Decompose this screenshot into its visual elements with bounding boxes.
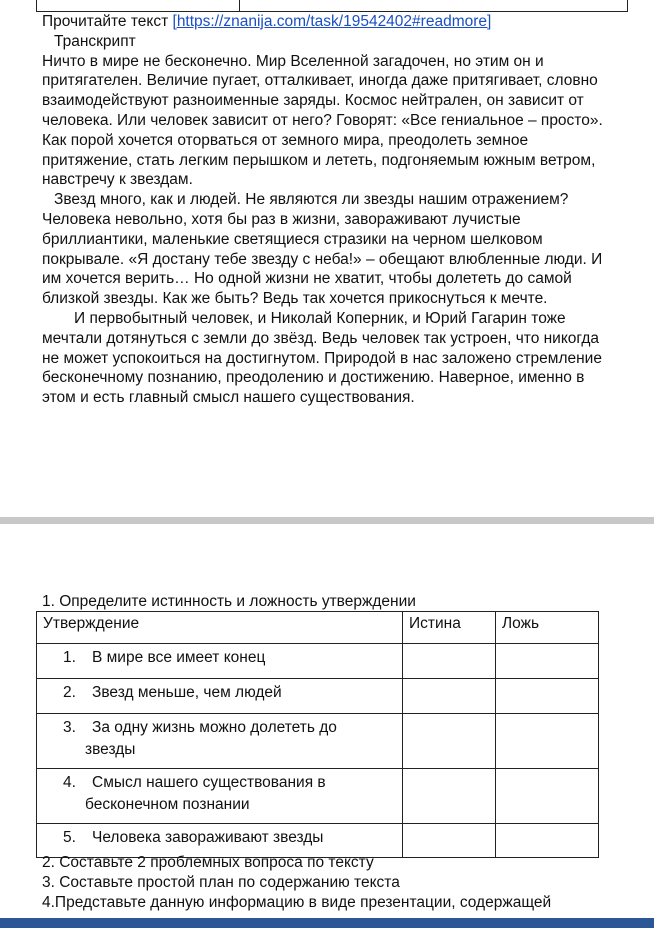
false-cell[interactable] [496,644,599,679]
paragraph: Ничто в мире не бесконечно. Мир Вселенной загадочен, но этим он и притягателен. Величие пугает, отталкивает, иногда даже притягивает, словно взаимодействуют разноименные заряды. Космос нейтрален, он зависит от человека. Или человек зависит от него? Говорят: «Все гениальное – просто». Как порой хочется оторваться от земного мира, преодолеть земное притяжение, стать легким перышком и лететь, подгоняемым южным ветром, навстречу к звездам. [42,52,603,189]
header-false: Ложь [496,612,599,644]
reading-prompt: Прочитайте текст [https://znanija.com/task/19542402#readmore] [42,13,492,30]
task-item: 2. Составьте 2 проблемных вопроса по тексту [42,854,374,871]
bottom-bar [0,918,654,928]
table-row: 4. Смысл нашего существования в бесконечном познании [37,769,599,824]
true-cell[interactable] [403,769,496,824]
task-list [42,853,551,913]
true-cell[interactable] [403,644,496,679]
table-row: 3. За одну жизнь можно долететь до звезды [37,714,599,769]
task-item: 3. Составьте простой план по содержанию текста [42,874,400,891]
task-item: 4.Представьте данную информацию в виде презентации, содержащей [42,894,552,911]
task1-title: 1. Определите истинность и ложность утверждении [42,593,416,610]
paragraph: Звезд много, как и людей. Не являются ли звезды нашим отражением? Человека невольно, хотя бы раз в жизни, завораживают лучистые бриллиантики, маленькие светящиеся стразики на черном шелковом покрывале. «Я достану тебе звезду с неба!» – обещают влюбленные люди. И им хочется верить… Но одной жизни не хватит, чтобы долететь до самой близкой звезды. Как же быть? Ведь так хочется прикоснуться к мечте. [42,191,603,308]
page-separator [0,517,654,524]
transcript-title: Транскрипт [54,32,136,50]
false-cell[interactable] [496,679,599,714]
table-row: 1. В мире все имеет конец [37,644,599,679]
header-statement: Утверждение [37,612,403,644]
header-true: Истина [403,612,496,644]
table-row: 5. Человека завораживают звезды [37,824,599,858]
true-false-table [36,611,599,858]
source-link[interactable]: [https://znanija.com/task/19542402#readmore] [172,13,492,30]
true-cell[interactable] [403,679,496,714]
false-cell[interactable] [496,714,599,769]
table-row: 2. Звезд меньше, чем людей [37,679,599,714]
previous-table-edge [36,0,628,12]
true-cell[interactable] [403,714,496,769]
reading-text [42,12,617,408]
false-cell[interactable] [496,769,599,824]
paragraph: И первобытный человек, и Николай Коперник, и Юрий Гагарин тоже мечтали дотянуться с земли до звёзд. Ведь человек так устроен, что никогда не может успокоиться на достигнутом. Природой в нас заложено стремление бесконечному познанию, преодолению и достижению. Наверное, именно в этом и есть главный смысл нашего существования. [42,309,602,407]
